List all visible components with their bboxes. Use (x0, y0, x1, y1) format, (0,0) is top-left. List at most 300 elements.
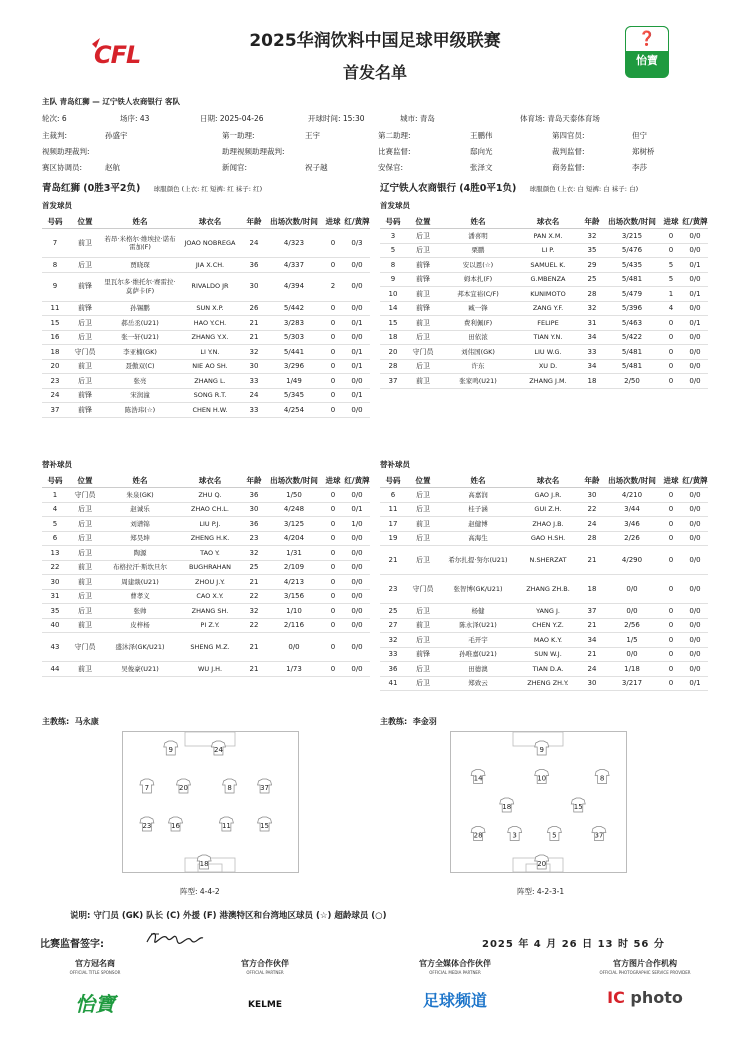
table-cell: 0/0 (682, 662, 708, 677)
player-jersey (169, 817, 183, 831)
column-header: 球衣名 (516, 214, 580, 229)
column-header: 年龄 (242, 214, 266, 229)
table-cell: 0/1 (344, 388, 370, 403)
jersey-number: 10 (537, 774, 547, 783)
table-cell: 5/476 (604, 243, 660, 258)
table-cell: LIU P.J. (178, 517, 242, 532)
table-cell: PAN X.M. (516, 229, 580, 244)
table-cell: 27 (380, 618, 406, 633)
table-cell: 张家鸣(U21) (440, 374, 516, 389)
table-cell: 41 (380, 676, 406, 691)
table-cell: 0 (322, 330, 344, 345)
table-cell: 0/0 (682, 575, 708, 604)
table-cell: 2/116 (266, 618, 322, 633)
table-cell: 0 (322, 316, 344, 331)
column-header: 姓名 (440, 473, 516, 488)
table-row (380, 647, 708, 662)
table-cell: 里瓦尔多·维托尔·赛雷拉·莫萨卡(F) (102, 272, 178, 301)
table-row (380, 272, 708, 287)
table-cell: 张亮 (102, 374, 178, 389)
table-row (42, 345, 370, 360)
table-cell: 32 (242, 604, 266, 619)
sponsor-subheading: OFFICIAL PHOTOGRAPHIC SERVICE PROVIDER (599, 970, 691, 975)
table-cell: SONG R.T. (178, 388, 242, 403)
table-cell: 后卫 (406, 676, 440, 691)
table-cell: SUN X.P. (178, 301, 242, 316)
table-cell: 2/26 (604, 531, 660, 546)
table-cell: 朱泉(GK) (102, 488, 178, 503)
table-cell: 毛开宇 (440, 633, 516, 648)
table-cell: 21 (242, 575, 266, 590)
table-cell: 23 (380, 575, 406, 604)
table-cell: 0/0 (266, 633, 322, 662)
player-jersey (211, 741, 225, 755)
table-cell: 守门员 (406, 345, 440, 360)
table-cell: TIAN Y.N. (516, 330, 580, 345)
table-cell: 5/442 (266, 301, 322, 316)
table-cell: 3/46 (604, 517, 660, 532)
table-cell: 贾晓琛 (102, 258, 178, 273)
table-cell: 4 (42, 502, 68, 517)
table-cell: 0/0 (682, 243, 708, 258)
table-cell: 18 (42, 345, 68, 360)
official-value: 郑树桥 (632, 147, 655, 156)
home-team-title: 青岛红狮 (0胜3平2负) 球服颜色 (上衣: 红 短裤: 红 袜子: 红) (42, 183, 263, 194)
column-header: 位置 (406, 214, 440, 229)
table-cell: 后卫 (68, 589, 102, 604)
table-cell: 张智博(GK/U21) (440, 575, 516, 604)
table-cell: 35 (580, 243, 604, 258)
table-cell: 3/215 (604, 229, 660, 244)
table-cell: 张帅 (102, 604, 178, 619)
column-header: 年龄 (580, 214, 604, 229)
table-row (42, 618, 370, 633)
table-row (380, 316, 708, 331)
table-row (42, 531, 370, 546)
column-header: 红/黄牌 (682, 214, 708, 229)
table-cell: 2/50 (604, 374, 660, 389)
jersey-number: 8 (227, 784, 232, 792)
table-row (42, 330, 370, 345)
column-header: 年龄 (580, 473, 604, 488)
table-cell: 7 (42, 229, 68, 258)
home-formation: 阵型: 4-4-2 (180, 887, 220, 896)
table-cell: 21 (580, 618, 604, 633)
away-team-title: 辽宁铁人农商银行 (4胜0平1负) 球服颜色 (上衣: 白 短裤: 白 袜子: 白) (380, 183, 639, 194)
sponsor-logo: IC photo (607, 988, 683, 1007)
home-subs-table (42, 473, 370, 677)
table-cell: 桂子涵 (440, 502, 516, 517)
table-cell: 孙唯嘉(U21) (440, 647, 516, 662)
table-cell: 22 (242, 589, 266, 604)
table-cell: 3/296 (266, 359, 322, 374)
table-cell: 0/0 (344, 633, 370, 662)
table-cell: 21 (580, 546, 604, 575)
table-cell: 5/481 (604, 345, 660, 360)
table-cell: 宋润潼 (102, 388, 178, 403)
table-cell: 1/10 (266, 604, 322, 619)
official-value: 王宇 (305, 131, 320, 140)
table-cell: 张一轩(U21) (102, 330, 178, 345)
table-cell: 郑昊坤 (102, 531, 178, 546)
table-cell: 后卫 (68, 258, 102, 273)
table-row (380, 330, 708, 345)
signature-label: 比赛监督签字: (40, 939, 104, 950)
table-cell: 30 (42, 575, 68, 590)
table-cell: ZHANG SH. (178, 604, 242, 619)
table-cell: 5/303 (266, 330, 322, 345)
match-field: 开球时间: 15:30 (308, 114, 365, 123)
table-row (380, 359, 708, 374)
table-cell: 1/49 (266, 374, 322, 389)
table-cell: 1/73 (266, 662, 322, 677)
column-header: 年龄 (242, 473, 266, 488)
jersey-number: 23 (142, 822, 152, 830)
jersey-number: 7 (144, 784, 150, 792)
table-cell: 4/337 (266, 258, 322, 273)
table-cell: 前锋 (406, 647, 440, 662)
table-cell: 5/441 (266, 345, 322, 360)
table-cell: 0/0 (344, 531, 370, 546)
table-cell: 许东 (440, 359, 516, 374)
table-cell: 盛沐泽(GK/U21) (102, 633, 178, 662)
table-cell: 前卫 (68, 229, 102, 258)
table-cell: 费利佩(F) (440, 316, 516, 331)
table-cell: 4/394 (266, 272, 322, 301)
table-cell: ZHANG ZH.B. (516, 575, 580, 604)
away-starters-label: 首发球员 (380, 201, 410, 210)
table-cell: HAO Y.CH. (178, 316, 242, 331)
table-cell: 曹孝义 (102, 589, 178, 604)
table-cell: 前卫 (68, 560, 102, 575)
table-cell: 0 (322, 589, 344, 604)
table-cell: 4/248 (266, 502, 322, 517)
away-pitch (450, 731, 627, 873)
column-header: 号码 (380, 473, 406, 488)
official-label: 比赛监督: (378, 147, 411, 156)
table-cell: 5/463 (604, 316, 660, 331)
table-cell: 希尔扎提·努尔(U21) (440, 546, 516, 575)
home-pitch (122, 731, 299, 873)
table-cell: 0 (322, 403, 344, 418)
player-jersey (140, 817, 154, 831)
column-header: 姓名 (102, 214, 178, 229)
table-cell: 臧一锋 (440, 301, 516, 316)
table-cell: 赵诚乐 (102, 502, 178, 517)
table-cell: 3/156 (266, 589, 322, 604)
player-jersey (592, 827, 606, 841)
jersey-number: 15 (260, 822, 270, 830)
table-cell: 0/0 (682, 330, 708, 345)
table-cell: 37 (380, 374, 406, 389)
table-cell: JOAO NOBREGA (178, 229, 242, 258)
official-value: 赵航 (105, 163, 120, 172)
table-row (380, 546, 708, 575)
table-cell: 前卫 (406, 287, 440, 302)
table-cell: 33 (580, 345, 604, 360)
table-cell: 5 (380, 243, 406, 258)
table-cell: 5 (660, 258, 682, 273)
table-cell: 0 (660, 618, 682, 633)
table-cell: 0/0 (682, 604, 708, 619)
table-row (42, 546, 370, 561)
sponsor-logo: 怡寶 (75, 992, 115, 1016)
table-cell: 后卫 (68, 531, 102, 546)
table-cell: 22 (580, 502, 604, 517)
column-header: 出场次数/时间 (266, 473, 322, 488)
jersey-number: 18 (199, 860, 209, 868)
table-cell: 后卫 (406, 604, 440, 619)
official-label: 第一助理: (222, 131, 255, 140)
table-cell: 0 (660, 359, 682, 374)
official-value: 李莎 (632, 163, 647, 172)
table-cell: 陈永泽(U21) (440, 618, 516, 633)
table-cell: 3 (380, 229, 406, 244)
teams-line: 主队 青岛红狮 — 辽宁铁人农商银行 客队 (42, 97, 180, 106)
table-row (42, 488, 370, 503)
table-cell: 前卫 (406, 316, 440, 331)
table-cell: 0 (660, 633, 682, 648)
table-cell: 22 (242, 618, 266, 633)
column-header: 进球 (322, 473, 344, 488)
jersey-number: 3 (512, 831, 517, 840)
table-cell: 后卫 (406, 502, 440, 517)
table-cell: SHENG M.Z. (178, 633, 242, 662)
sponsor-subheading: OFFICIAL PARTNER (246, 970, 284, 975)
table-cell: 25 (580, 272, 604, 287)
table-row (380, 604, 708, 619)
signature-image (145, 928, 205, 952)
table-cell: 3/283 (266, 316, 322, 331)
table-row (42, 359, 370, 374)
table-cell: 30 (242, 502, 266, 517)
table-cell: 吴俊豪(U21) (102, 662, 178, 677)
table-cell: 30 (242, 272, 266, 301)
table-cell: 0/0 (682, 272, 708, 287)
away-subs-label: 替补球员 (380, 460, 410, 469)
official-label: 第四官员: (552, 131, 585, 140)
table-cell: 后卫 (406, 633, 440, 648)
column-header: 红/黄牌 (682, 473, 708, 488)
table-cell: 0 (322, 618, 344, 633)
jersey-number: 18 (502, 803, 512, 811)
table-cell: 36 (380, 662, 406, 677)
table-cell: 0/0 (604, 604, 660, 619)
table-cell: XU D. (516, 359, 580, 374)
player-jersey (176, 779, 190, 793)
table-cell: 5/481 (604, 359, 660, 374)
table-row (380, 618, 708, 633)
table-cell: 0 (322, 575, 344, 590)
table-cell: 10 (380, 287, 406, 302)
table-cell: 32 (580, 229, 604, 244)
table-cell: 25 (242, 560, 266, 575)
table-cell: 0/0 (344, 403, 370, 418)
away-subs-table (380, 473, 708, 691)
column-header: 出场次数/时间 (604, 214, 660, 229)
column-header: 姓名 (102, 473, 178, 488)
table-cell: 田德澳 (440, 662, 516, 677)
table-cell: 34 (580, 330, 604, 345)
table-cell: 21 (242, 330, 266, 345)
table-row (42, 301, 370, 316)
table-cell: 44 (42, 662, 68, 677)
table-cell: 19 (380, 531, 406, 546)
table-cell: 0/0 (682, 229, 708, 244)
table-cell: 后卫 (406, 488, 440, 503)
table-cell: 6 (380, 488, 406, 503)
yibao-logo: ❓ 怡寶 (625, 26, 669, 78)
table-cell: 0/0 (344, 589, 370, 604)
table-cell: 0 (322, 560, 344, 575)
table-cell: 刘伟国(GK) (440, 345, 516, 360)
table-row (380, 258, 708, 273)
jersey-number: 37 (594, 831, 604, 840)
table-cell: 后卫 (406, 330, 440, 345)
table-cell: 守门员 (68, 345, 102, 360)
official-label: 视频助理裁判: (42, 147, 90, 156)
column-header: 姓名 (440, 214, 516, 229)
table-cell: ZHANG L. (178, 374, 242, 389)
table-cell: 0/0 (682, 517, 708, 532)
table-cell: 17 (380, 517, 406, 532)
table-row (380, 575, 708, 604)
table-cell: 0/1 (344, 359, 370, 374)
jersey-number: 15 (573, 803, 583, 811)
table-cell: 0 (322, 517, 344, 532)
table-cell: 后卫 (406, 229, 440, 244)
table-cell: 5 (42, 517, 68, 532)
table-cell: 5/435 (604, 258, 660, 273)
table-row (42, 403, 370, 418)
table-cell: FELIPE (516, 316, 580, 331)
sponsor-logo: 足球频道 (422, 991, 487, 1010)
table-cell: 33 (380, 647, 406, 662)
table-cell: 24 (42, 388, 68, 403)
table-row (380, 517, 708, 532)
table-cell: 4/213 (266, 575, 322, 590)
table-cell: 0/3 (344, 229, 370, 258)
table-cell: 0 (322, 258, 344, 273)
column-header: 位置 (406, 473, 440, 488)
jersey-number: 9 (168, 746, 173, 754)
table-cell: 0 (660, 531, 682, 546)
official-value: 但宁 (632, 131, 647, 140)
table-cell: 20 (380, 345, 406, 360)
table-cell: 18 (380, 330, 406, 345)
table-row (380, 531, 708, 546)
sponsor-logo: KELME (248, 1000, 282, 1010)
table-cell: 守门员 (68, 488, 102, 503)
table-cell: 郝岳丞(U21) (102, 316, 178, 331)
table-cell: 0 (322, 301, 344, 316)
table-row (380, 243, 708, 258)
table-cell: 田依浓 (440, 330, 516, 345)
table-cell: 前锋 (68, 301, 102, 316)
column-header: 位置 (68, 214, 102, 229)
jersey-number: 28 (473, 831, 483, 840)
table-cell: 赵健博 (440, 517, 516, 532)
table-cell: 36 (242, 488, 266, 503)
table-cell: 33 (242, 374, 266, 389)
table-cell: 24 (580, 517, 604, 532)
table-cell: 2 (322, 272, 344, 301)
official-label: 新闻官: (222, 163, 248, 172)
table-cell: 21 (380, 546, 406, 575)
table-cell: LI P. (516, 243, 580, 258)
table-cell: 4/290 (604, 546, 660, 575)
table-cell: 0/0 (682, 546, 708, 575)
table-cell: 30 (580, 488, 604, 503)
table-cell: 0/0 (682, 618, 708, 633)
table-cell: 前锋 (406, 258, 440, 273)
jersey-number: 11 (221, 822, 231, 830)
table-cell: 后卫 (406, 662, 440, 677)
legend: 说明: 守门员 (GK) 队长 (C) 外援 (F) 港澳特区和台湾地区球员 (☆) 超龄球员 (○) (70, 911, 387, 921)
sponsor-heading: 官方冠名商 (75, 959, 115, 968)
table-cell: 0 (660, 345, 682, 360)
table-cell: ZHENG ZH.Y. (516, 676, 580, 691)
table-cell: 14 (380, 301, 406, 316)
table-cell: 安以恩(☆) (440, 258, 516, 273)
column-header: 球衣名 (178, 214, 242, 229)
table-cell: 前卫 (406, 517, 440, 532)
table-cell: 前锋 (406, 301, 440, 316)
table-cell: 杨健 (440, 604, 516, 619)
table-cell: 0/0 (682, 647, 708, 662)
table-cell: 5/479 (604, 287, 660, 302)
table-cell: 34 (580, 359, 604, 374)
table-cell: 1/18 (604, 662, 660, 677)
table-cell: GAO J.R. (516, 488, 580, 503)
table-cell: 16 (42, 330, 68, 345)
table-row (42, 633, 370, 662)
table-cell: 0 (322, 345, 344, 360)
table-cell: 后卫 (68, 604, 102, 619)
official-value: 邸向光 (470, 147, 493, 156)
table-cell: 前锋 (68, 403, 102, 418)
table-cell: 30 (242, 359, 266, 374)
table-cell: 4/204 (266, 531, 322, 546)
official-label: 安保官: (378, 163, 404, 172)
sponsor-heading: 官方全媒体合作伙伴 (419, 959, 491, 968)
table-cell: 0/0 (344, 662, 370, 677)
table-cell: 0 (660, 316, 682, 331)
table-cell: 0/0 (604, 647, 660, 662)
table-cell: 1 (660, 287, 682, 302)
table-cell: 5/345 (266, 388, 322, 403)
player-jersey (164, 741, 178, 755)
table-cell: 3/217 (604, 676, 660, 691)
table-cell: 0 (322, 388, 344, 403)
table-cell: 0/0 (344, 374, 370, 389)
table-cell: 31 (580, 316, 604, 331)
table-cell: 40 (42, 618, 68, 633)
table-cell: 28 (380, 359, 406, 374)
table-cell: 9 (42, 272, 68, 301)
official-label: 第二助理: (378, 131, 411, 140)
table-cell: WU J.H. (178, 662, 242, 677)
official-label: 裁判监督: (552, 147, 585, 156)
table-cell: 18 (580, 575, 604, 604)
table-cell: SAMUEL K. (516, 258, 580, 273)
table-cell: 5 (660, 272, 682, 287)
table-cell: 0/0 (344, 330, 370, 345)
table-row (380, 633, 708, 648)
table-cell: 后卫 (406, 546, 440, 575)
table-cell: 6 (42, 531, 68, 546)
table-cell: 后卫 (406, 359, 440, 374)
